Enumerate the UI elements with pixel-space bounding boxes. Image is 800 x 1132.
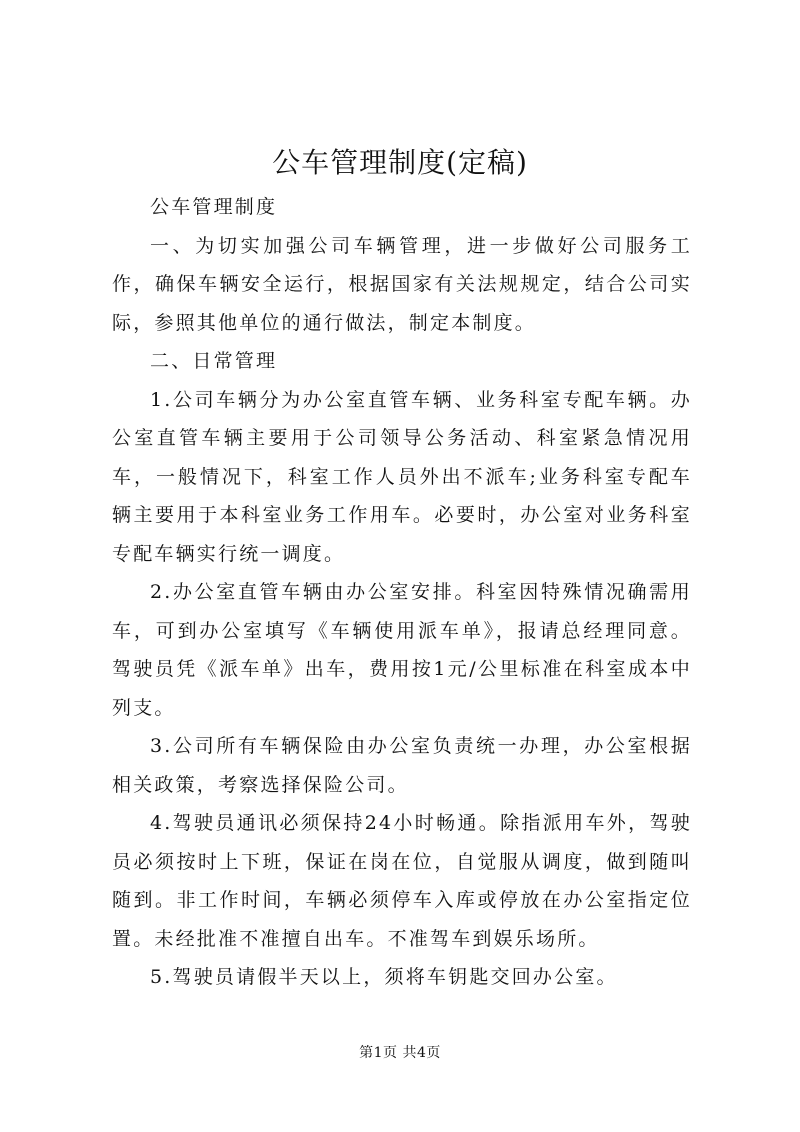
- section-heading-rules: 公车管理制度: [150, 196, 278, 218]
- paragraph-item-4: 4.驾驶员通讯必须保持24小时畅通。除指派用车外，驾驶员必须按时上下班，保证在岗在位，自觉服从调度，做到随叫随到。非工作时间，车辆必须停车入库或停放在办公室指定位置。未经批准不准擅自出车。不准驾车到娱乐场所。: [112, 812, 692, 950]
- page-number-footer: 第1页 共4页: [359, 1045, 441, 1061]
- paragraph-purpose: 一、为切实加强公司车辆管理，进一步做好公司服务工作，确保车辆安全运行，根据国家有关法规规定，结合公司实际，参照其他单位的通行做法，制定本制度。: [112, 234, 692, 334]
- document-body: [112, 188, 692, 997]
- paragraph-item-3: 3.公司所有车辆保险由办公室负责统一办理，办公室根据相关政策，考察选择保险公司。: [112, 735, 692, 796]
- paragraph-item-2: 2.办公室直管车辆由办公室安排。科室因特殊情况确需用车，可到办公室填写《车辆使用派车单》，报请总经理同意。驾驶员凭《派车单》出车，费用按1元/公里标准在科室成本中列支。: [112, 581, 692, 719]
- page-title: 公车管理制度(定稿): [272, 146, 528, 179]
- paragraph-item-1: 1.公司车辆分为办公室直管车辆、业务科室专配车辆。办公室直管车辆主要用于公司领导公务活动、科室紧急情况用车，一般情况下，科室工作人员外出不派车;业务科室专配车辆主要用于本科室业务工作用车。必要时，办公室对业务科室专配车辆实行统一调度。: [112, 388, 692, 565]
- section-heading-daily-management: 二、日常管理: [150, 350, 278, 372]
- paragraph-item-5: 5.驾驶员请假半天以上，须将车钥匙交回办公室。: [150, 966, 618, 988]
